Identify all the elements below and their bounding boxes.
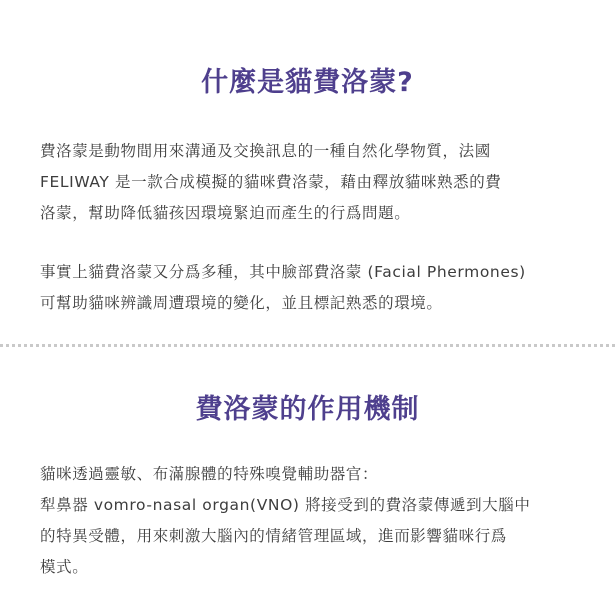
dotted-divider	[0, 344, 615, 347]
facial-pheromone-paragraph	[0, 257, 615, 319]
paragraph-line: 的特異受體，用來刺激大腦內的情緒管理區域，進而影響貓咪行爲	[40, 527, 507, 545]
paragraph-line: 貓咪透過靈敏、布滿腺體的特殊嗅覺輔助器官：	[40, 465, 379, 483]
paragraph-line: 可幫助貓咪辨識周遭環境的變化，並且標記熟悉的環境。	[40, 294, 443, 312]
paragraph-line: FELIWAY 是一款合成模擬的貓咪費洛蒙，藉由釋放貓咪熟悉的費	[40, 173, 502, 191]
section-pheromone-mechanism	[0, 352, 615, 615]
paragraph-line: 洛蒙，幫助降低貓孩因環境緊迫而產生的行爲問題。	[40, 204, 411, 222]
section-title: 什麼是貓費洛蒙?	[201, 67, 414, 98]
paragraph-line: 犁鼻器 vomro-nasal organ(VNO) 將接受到的費洛蒙傳遞到大腦中	[40, 496, 531, 514]
paragraph-line: 費洛蒙是動物間用來溝通及交換訊息的一種自然化學物質，法國	[40, 142, 491, 160]
intro-paragraph	[0, 136, 615, 229]
paragraph-line: 模式。	[40, 558, 89, 576]
section-title: 費洛蒙的作用機制	[195, 394, 420, 425]
mechanism-paragraph	[0, 459, 615, 583]
paragraph-line: 事實上貓費洛蒙又分爲多種，其中臉部費洛蒙 (Facial Phermones)	[40, 263, 526, 281]
